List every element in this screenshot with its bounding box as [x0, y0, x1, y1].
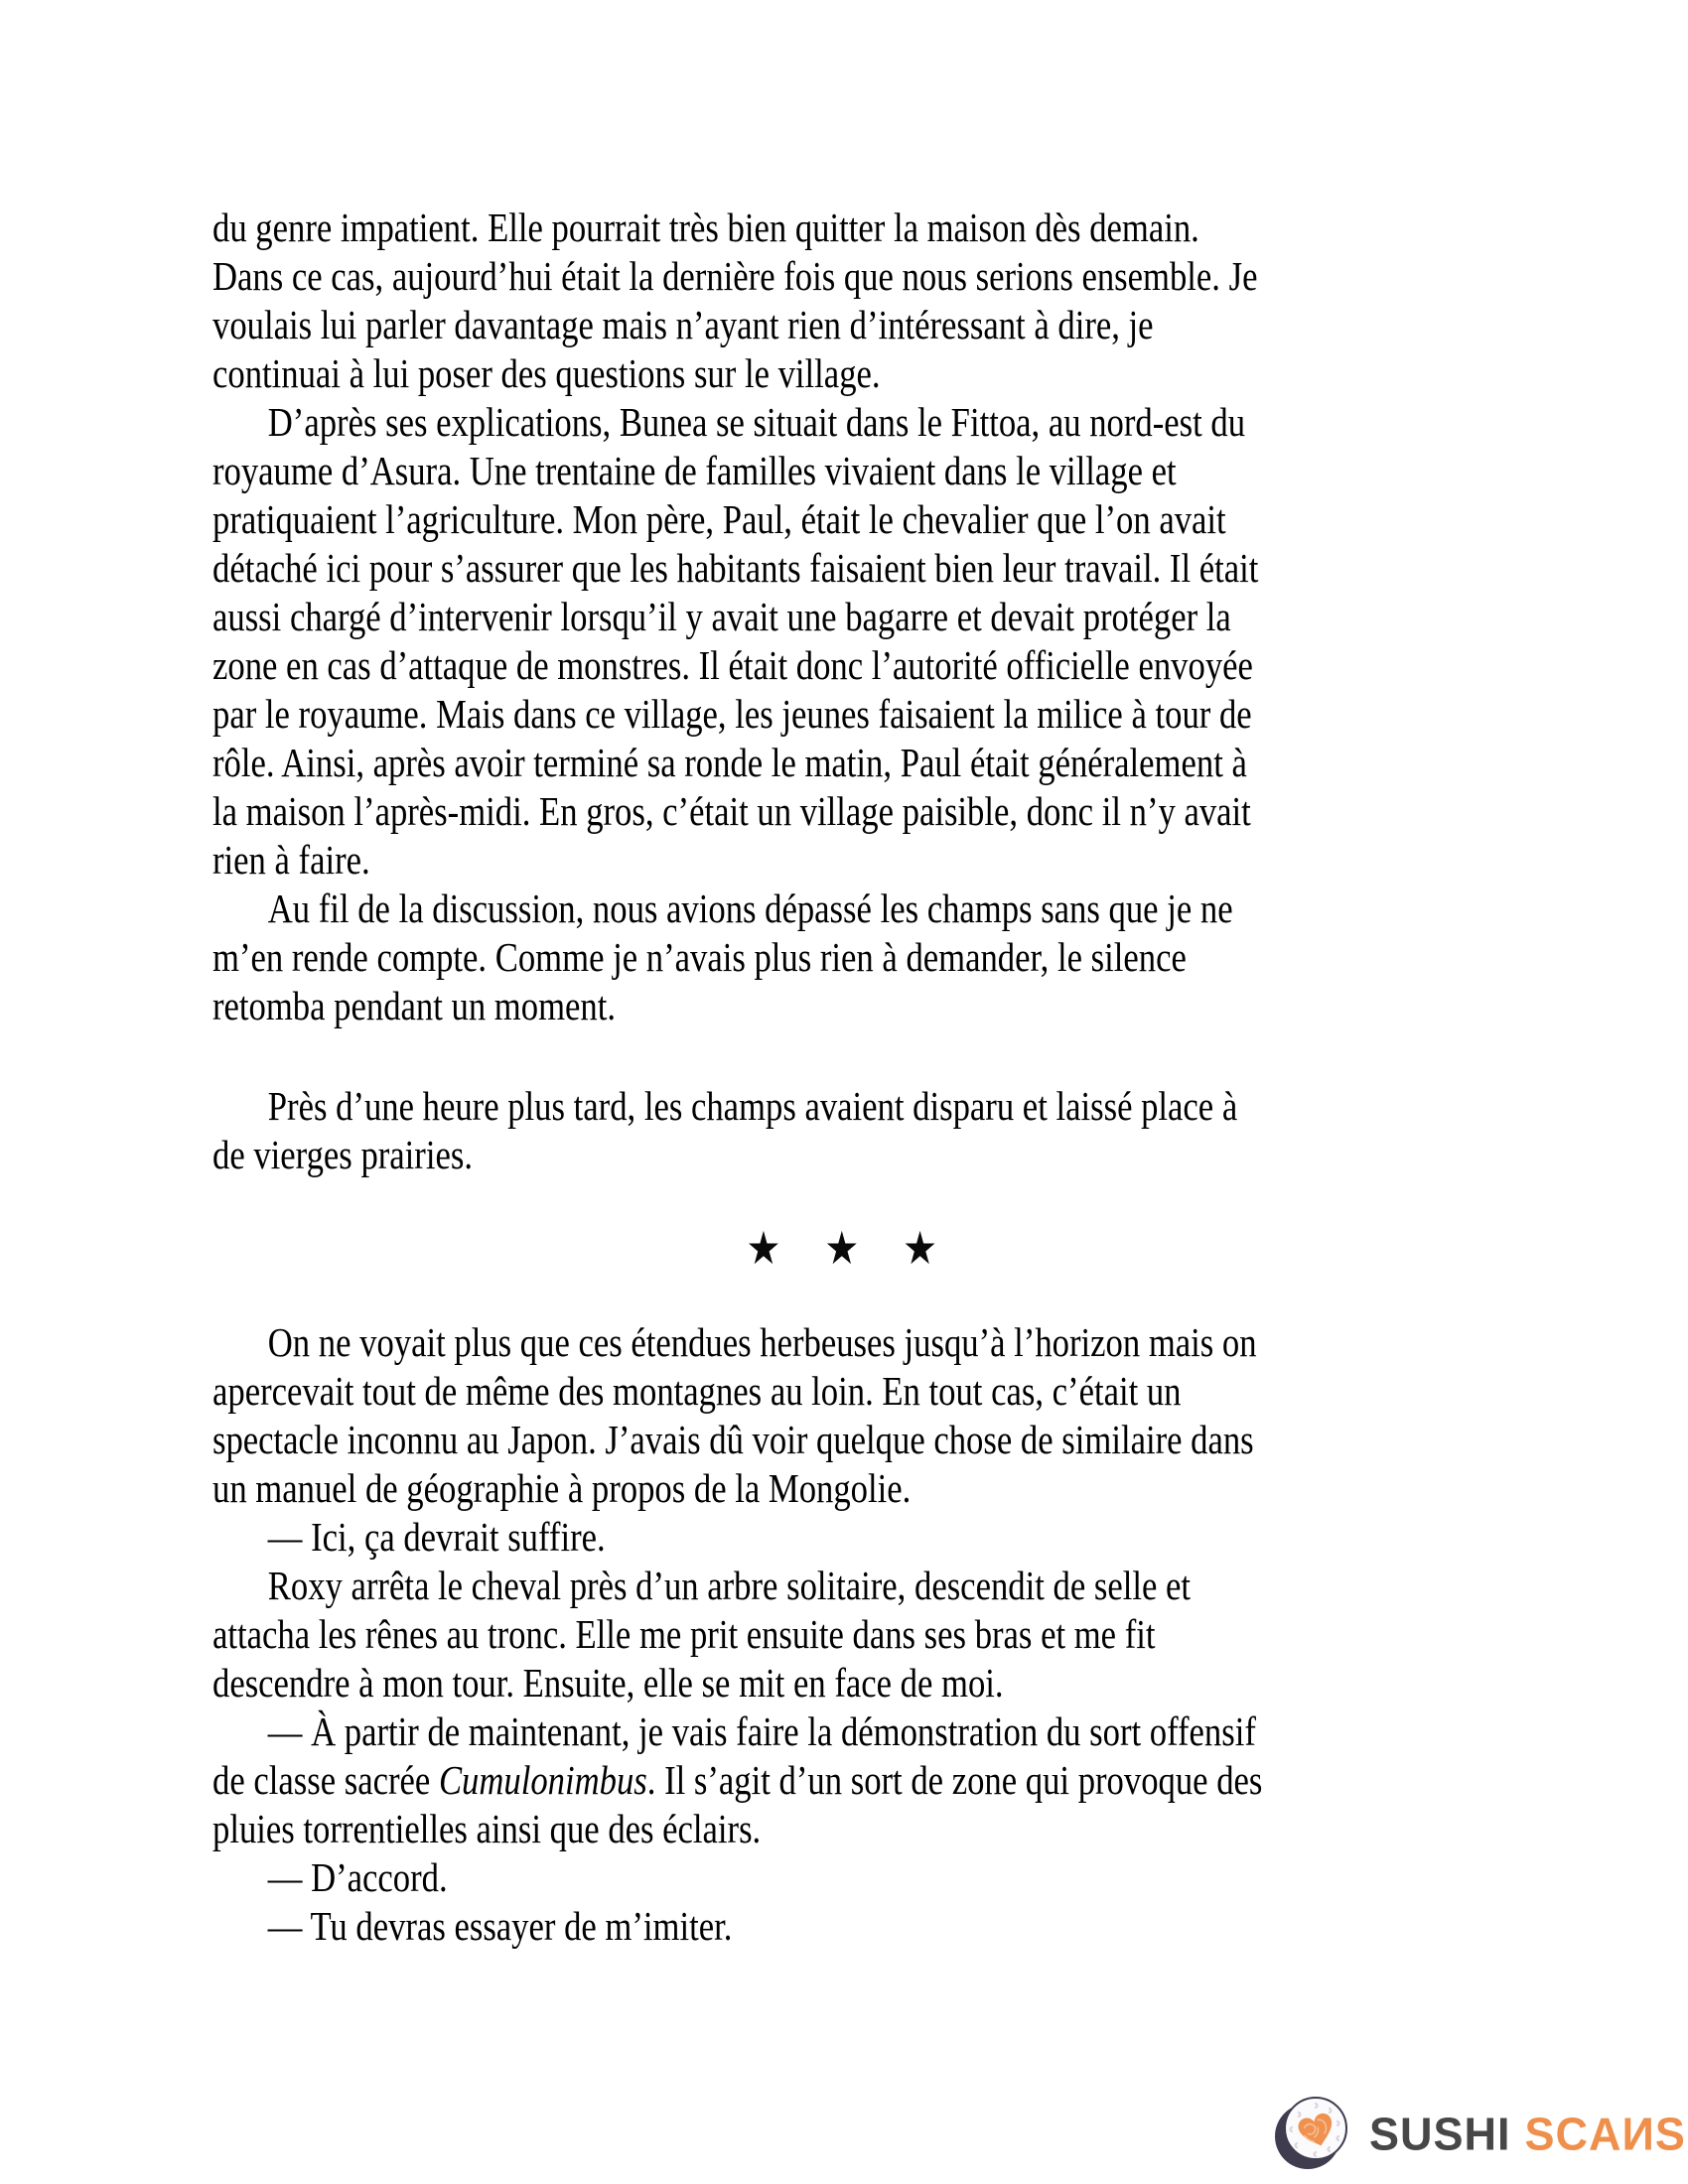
text-line: la maison l’après-midi. En gros, c’était un village paisible, donc il n’y avait: [212, 788, 1251, 834]
paragraph: [212, 1707, 1472, 1853]
paragraph: [212, 1513, 1472, 1562]
text-line: rôle. Ainsi, après avoir terminé sa ronde le matin, Paul était généralement à: [212, 740, 1247, 785]
text-line: rien à faire.: [212, 837, 370, 883]
text-line: — D’accord.: [267, 1854, 448, 1900]
text-column: [212, 0, 1472, 1951]
text-line: continuai à lui poser des questions sur le village.: [212, 350, 881, 396]
paragraph: [212, 1318, 1472, 1513]
text-line: Près d’une heure plus tard, les champs avaient disparu et laissé place à: [267, 1083, 1238, 1129]
paragraph: [212, 1562, 1472, 1707]
text-line: aussi chargé d’intervenir lorsqu’il y avait une bagarre et devait protéger la: [212, 594, 1231, 639]
text-line: — À partir de maintenant, je vais faire la démonstration du sort offensif: [267, 1708, 1256, 1754]
text-line: Roxy arrêta le cheval près d’un arbre solitaire, descendit de selle et: [267, 1563, 1192, 1608]
logo-word-scans: SCAИS: [1524, 2108, 1686, 2160]
section-separator: [212, 1179, 1472, 1318]
text-line: voulais lui parler davantage mais n’ayant rien d’intéressant à dire, je: [212, 302, 1154, 347]
text-line: On ne voyait plus que ces étendues herbeuses jusqu’à l’horizon mais on: [267, 1319, 1257, 1365]
star-icon: ★: [746, 1223, 781, 1274]
text-line: de vierges prairies.: [212, 1132, 473, 1177]
text-line: pratiquaient l’agriculture. Mon père, Paul, était le chevalier que l’on avait: [212, 496, 1226, 542]
text-line: un manuel de géographie à propos de la Mongolie.: [212, 1465, 912, 1511]
paragraph: [212, 1902, 1472, 1951]
text-line: spectacle inconnu au Japon. J’avais dû voir quelque chose de similaire dans: [212, 1417, 1254, 1462]
paragraph: [212, 885, 1472, 1030]
text-line: D’après ses explications, Bunea se situait dans le Fittoa, au nord-est du: [267, 399, 1246, 445]
text-line: pluies torrentielles ainsi que des éclairs.: [212, 1806, 762, 1851]
text-line: Au fil de la discussion, nous avions dépassé les champs sans que je ne: [267, 886, 1233, 931]
text-line: m’en rende compte. Comme je n’avais plus rien à demander, le silence: [212, 934, 1187, 980]
text-line: détaché ici pour s’assurer que les habitants faisaient bien leur travail. Il était: [212, 545, 1259, 591]
text-line: — Ici, ça devrait suffire.: [267, 1514, 606, 1560]
text-line: par le royaume. Mais dans ce village, les jeunes faisaient la milice à tour de: [212, 691, 1252, 737]
text-line: du genre impatient. Elle pourrait très bien quitter la maison dès demain.: [212, 205, 1199, 250]
text-line: retomba pendant un moment.: [212, 983, 617, 1028]
paragraph: [212, 1853, 1472, 1902]
italic-term: Cumulonimbus: [438, 1757, 647, 1803]
paragraph: [212, 1082, 1472, 1179]
text-line: — Tu devras essayer de m’imiter.: [267, 1903, 733, 1949]
text-line: Dans ce cas, aujourd’hui était la dernière fois que nous serions ensemble. Je: [212, 253, 1258, 299]
text-line: apercevait tout de même des montagnes au loin. En tout cas, c’était un: [212, 1368, 1182, 1414]
text-line: royaume d’Asura. Une trentaine de familles vivaient dans le village et: [212, 448, 1177, 493]
text-line: descendre à mon tour. Ensuite, elle se mit en face de moi.: [212, 1660, 1004, 1706]
logo-word-sushi: SUSHI: [1369, 2108, 1511, 2160]
text-line: zone en cas d’attaque de monstres. Il était donc l’autorité officielle envoyée: [212, 642, 1253, 688]
blank-line-spacer: [212, 1030, 1472, 1082]
paragraph: [212, 398, 1472, 885]
paragraph: [212, 204, 1472, 398]
text-line: attacha les rênes au tronc. Elle me prit ensuite dans ses bras et me fit: [212, 1611, 1156, 1657]
sushi-roll-icon: [1272, 2092, 1353, 2178]
star-icon: ★: [903, 1223, 937, 1274]
logo-wordmark: [1369, 2108, 1686, 2160]
star-icon: ★: [824, 1223, 860, 1274]
text-line: de classe sacrée Cumulonimbus. Il s’agit d’un sort de zone qui provoque des: [212, 1757, 1263, 1803]
scanlation-logo: [1272, 2093, 1686, 2176]
